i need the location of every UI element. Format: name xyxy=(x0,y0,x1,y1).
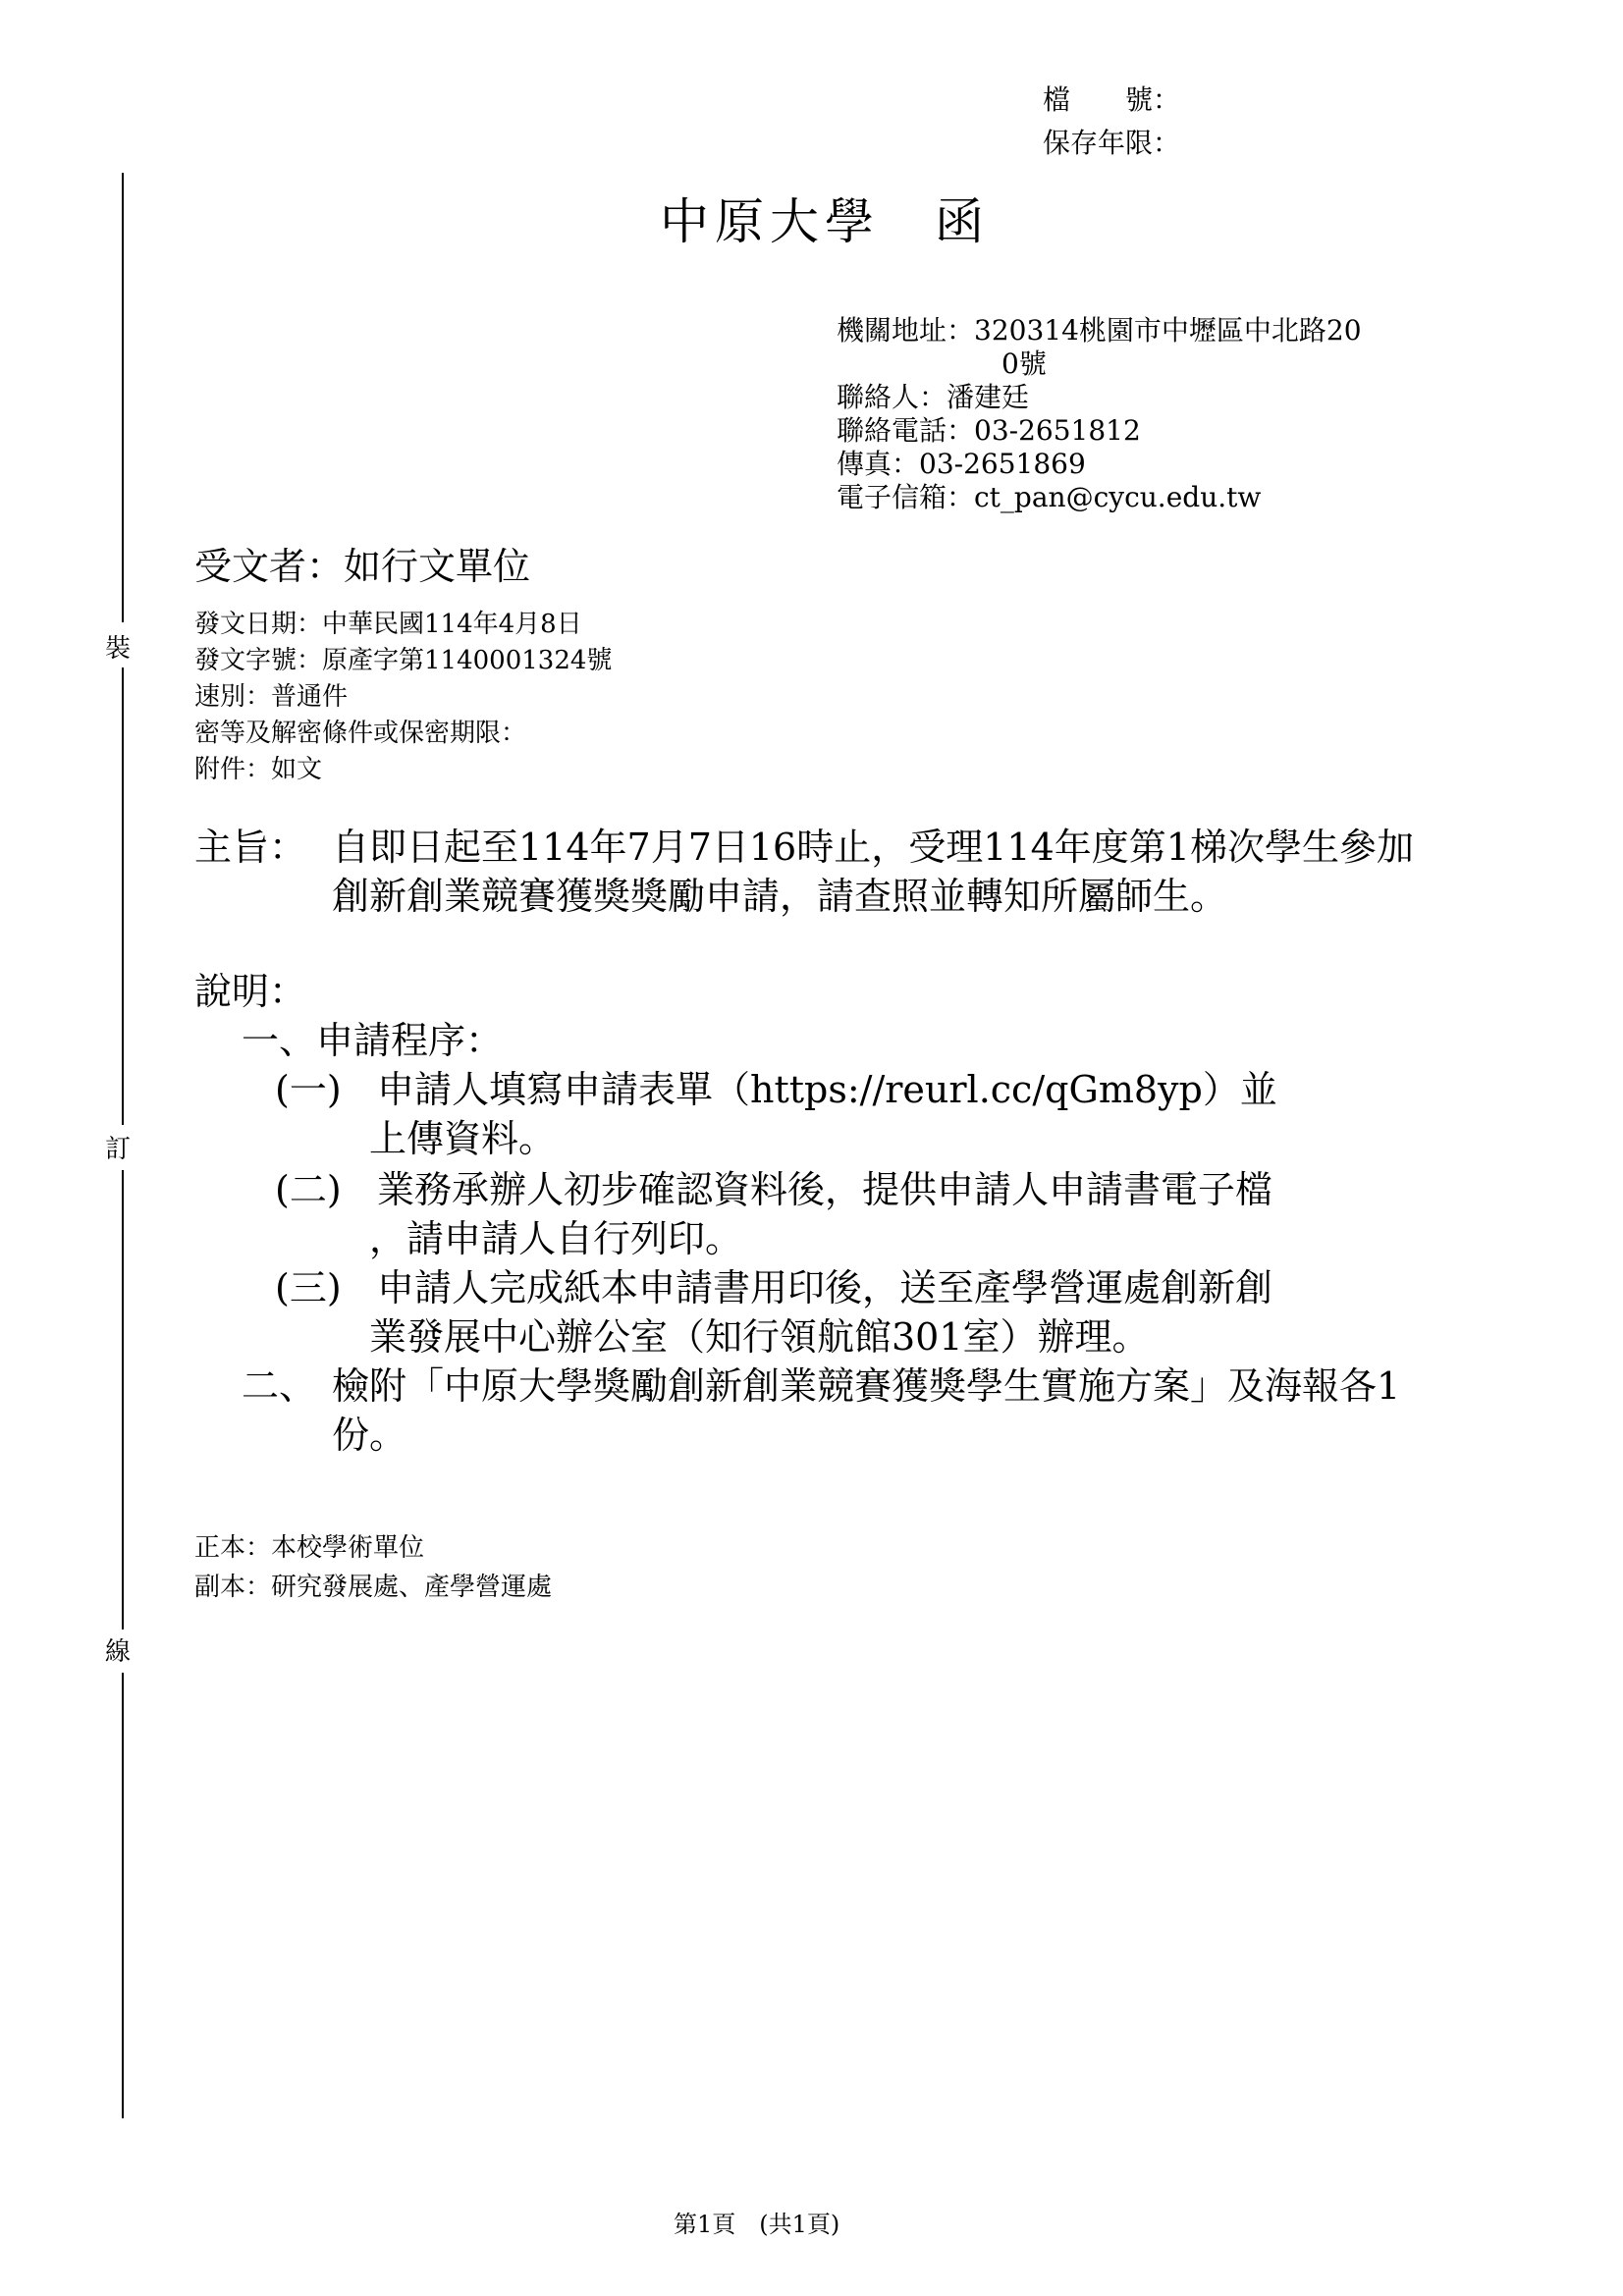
explanation-label: 說明： xyxy=(194,970,307,1013)
sub-item-3-line-2: 業發展中心辦公室（知行領航館301室）辦理。 xyxy=(369,1315,1150,1359)
sub-item-3-label: (三) xyxy=(275,1266,342,1309)
sub-item-1-label: (一) xyxy=(275,1068,342,1111)
copy-recipients: 副本：研究發展處、產學營運處 xyxy=(194,1573,553,1602)
binding-line-segment xyxy=(122,173,124,622)
document-meta xyxy=(194,607,612,788)
sub-item-2-line-1: 業務承辦人初步確認資料後，提供申請人申請書電子檔 xyxy=(377,1168,1273,1211)
sub-item-2-label: (二) xyxy=(275,1168,342,1211)
explanation-item-1-label: 一、申請程序： xyxy=(242,1019,504,1062)
sub-item-3-line-1: 申請人完成紙本申請書用印後，送至產學營運處創新創 xyxy=(377,1266,1273,1309)
binding-line-segment xyxy=(122,1673,124,2118)
delivery-speed: 速別：普通件 xyxy=(194,682,349,712)
explanation-item-2-text: 檢附「中原大學獎勵創新創業競賽獲獎學生實施方案」及海報各1份。 xyxy=(332,1364,1401,1457)
subject-text: 自即日起至114年7月7日16時止，受理114年度第1梯次學生參加創新創業競賽獲獎獎勵申請，請查照並轉知所屬師生。 xyxy=(332,826,1414,918)
binding-mark-ding: 訂 xyxy=(105,1135,132,1164)
original-recipients: 正本：本校學術單位 xyxy=(194,1533,425,1563)
file-meta xyxy=(1043,79,1180,165)
contact-info xyxy=(837,314,1362,514)
explanation-item-2-label: 二、 xyxy=(242,1364,317,1408)
document-title: 中原大學 函 xyxy=(660,193,990,250)
address-line-2: 0號 xyxy=(1001,347,1047,380)
sub-item-1-line-1: 申請人填寫申請表單（https://reurl.cc/qGm8yp）並 xyxy=(377,1068,1277,1111)
page-number: 第1頁 (共1頁) xyxy=(674,2211,840,2238)
address-line-1: 機關地址：320314桃園市中壢區中北路20 xyxy=(837,314,1362,347)
contact-phone: 聯絡電話：03-2651812 xyxy=(837,414,1141,447)
sub-item-1-line-2: 上傳資料。 xyxy=(369,1117,557,1160)
recipient: 受文者：如行文單位 xyxy=(194,545,531,588)
distribution-list xyxy=(194,1528,552,1607)
file-number-label: 檔 號： xyxy=(1043,83,1181,116)
contact-email: 電子信箱：ct_pan@cycu.edu.tw xyxy=(837,481,1262,513)
binding-mark-xian: 線 xyxy=(105,1637,132,1667)
contact-fax: 傳真：03-2651869 xyxy=(837,448,1086,480)
sub-item-2-line-2: ，請申請人自行列印。 xyxy=(369,1217,743,1260)
document-number: 發文字號：原產字第1140001324號 xyxy=(194,646,613,675)
contact-person: 聯絡人：潘建廷 xyxy=(837,381,1030,413)
subject-label: 主旨： xyxy=(194,826,307,869)
secrecy-level: 密等及解密條件或保密期限： xyxy=(194,719,527,748)
issue-date: 發文日期：中華民國114年4月8日 xyxy=(194,610,582,639)
binding-mark-zhuang: 裝 xyxy=(105,634,132,664)
binding-line-segment xyxy=(122,667,124,1125)
binding-line-segment xyxy=(122,1170,124,1629)
attachment: 附件：如文 xyxy=(194,755,323,784)
retention-period-label: 保存年限： xyxy=(1043,127,1181,159)
